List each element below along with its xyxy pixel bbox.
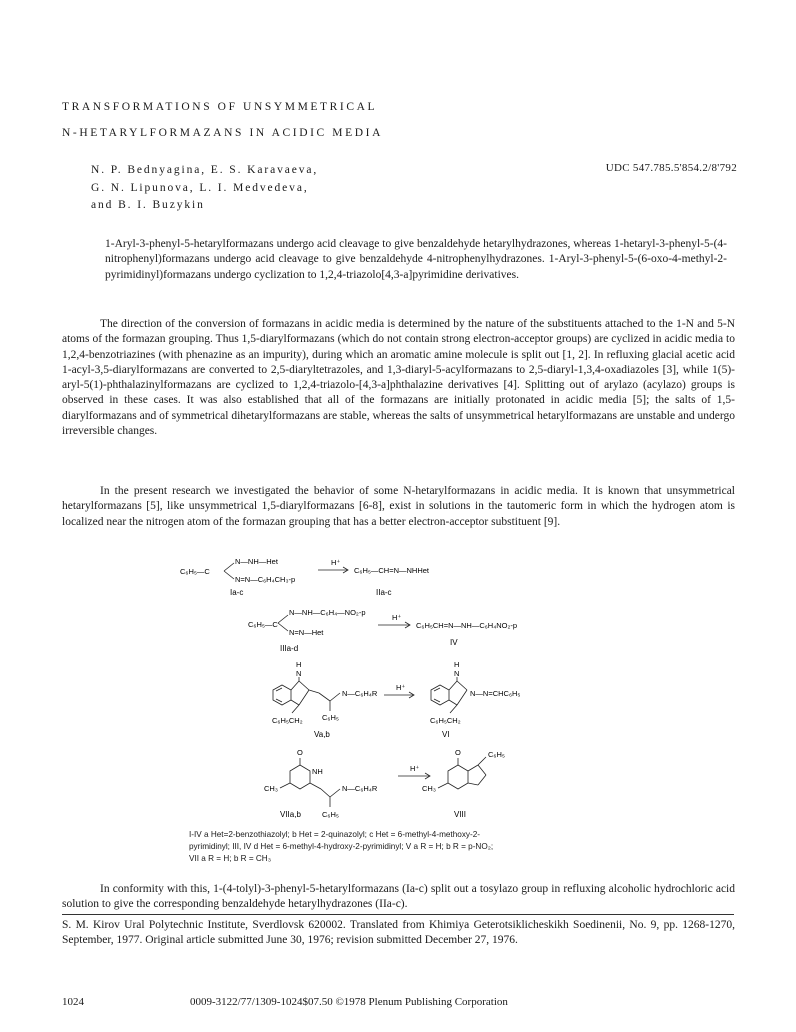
copyright-line: 0009-3122/77/1309-1024$07.50 ©1978 Plenum Publishing Corporation bbox=[190, 996, 508, 1008]
r4-phenyl-left: C₆H₅ bbox=[322, 810, 339, 819]
compound-label-IV: IV bbox=[450, 638, 458, 647]
r2-left-bottom: N=N—Het bbox=[289, 628, 324, 637]
r2-arrow-label: H⁺ bbox=[392, 613, 402, 622]
body-paragraph-3: In conformity with this, 1-(4-tolyl)-3-phenyl-5-hetarylformazans (Ia-c) split out a tosylazo group in refluxing alcoholic hydrochloric acid solution to give the corresponding benzaldehyde hetarylhydrazones (IIa-c). bbox=[62, 883, 735, 911]
r3-n-left: N bbox=[296, 669, 302, 678]
compound-label-IIIa-d: IIIa-d bbox=[280, 644, 299, 653]
r3-h-right: H bbox=[454, 660, 460, 669]
r2-left-carbon: C₆H₅—C bbox=[248, 620, 278, 629]
r4-oxygen-right: O bbox=[455, 748, 461, 757]
compound-label-Va-b: Va,b bbox=[314, 730, 330, 739]
compound-label-IIa-c: IIa-c bbox=[376, 588, 392, 597]
paper-title-line-1: TRANSFORMATIONS OF UNSYMMETRICAL bbox=[62, 101, 378, 113]
body-paragraph-2 bbox=[62, 484, 735, 530]
body-paragraph-1 bbox=[62, 317, 735, 439]
affiliation-footnote: S. M. Kirov Ural Polytechnic Institute, Sverdlovsk 620002. Translated from Khimiya Geterotsiklicheskikh Soedinenii, No. 9, pp. 1268-1270, September, 1977. Original article submitted June 30, 1976; revision submitted December 27, 1976. bbox=[62, 919, 735, 947]
legend-line-3: VII a R = H; b R = CH₃ bbox=[189, 853, 272, 863]
footnote-divider bbox=[62, 914, 734, 915]
legend-line-1: I-IV a Het=2-benzothiazolyl; b Het = 2-quinazolyl; c Het = 6-methyl-4-methoxy-2- bbox=[189, 830, 481, 839]
compound-label-VIIa-b: VIIa,b bbox=[280, 810, 301, 819]
r4-left-substituent: N—C₆H₄R bbox=[342, 784, 378, 793]
compound-label-Ia-c: Ia-c bbox=[230, 588, 244, 597]
compound-label-VIII: VIII bbox=[454, 810, 467, 819]
r1-arrow-label: H⁺ bbox=[331, 558, 341, 567]
scheme-legend bbox=[189, 829, 629, 864]
author-line-2: G. N. Lipunova, L. I. Medvedeva, bbox=[91, 181, 309, 194]
r3-n-right: N bbox=[454, 669, 460, 678]
r3-arrow-label: H⁺ bbox=[396, 683, 406, 692]
r4-oxygen-left: O bbox=[297, 748, 303, 757]
r3-right-chain: N—N=CHC₆H₅ bbox=[470, 689, 521, 698]
author-line-1: N. P. Bednyagina, E. S. Karavaeva, bbox=[91, 164, 319, 176]
r3-benzyl-left: C₆H₅CH₂ bbox=[272, 716, 303, 725]
udc-code: UDC 547.785.5'854.2/8'792 bbox=[605, 162, 737, 174]
page-number: 1024 bbox=[62, 996, 84, 1008]
r1-left-top: N—NH—Het bbox=[235, 557, 278, 566]
r4-arrow-label: H⁺ bbox=[410, 764, 420, 773]
r3-left-substituent: N—C₆H₄R bbox=[342, 689, 378, 698]
r1-left-bottom: N=N—C₆H₄CH₃-p bbox=[235, 575, 296, 584]
r4-phenyl-right: C₆H₅ bbox=[488, 750, 505, 759]
r1-left-carbon: C₆H₅—C bbox=[180, 567, 210, 576]
r1-right-product: C₆H₅—CH=N—NHHet bbox=[354, 566, 430, 575]
author-line-3: and B. I. Buzykin bbox=[91, 199, 205, 211]
r2-right-product: C₆H₅CH=N—NH—C₆H₄NO₂-p bbox=[416, 621, 518, 630]
r3-h-left: H bbox=[296, 660, 302, 669]
paragraph-text: The direction of the conversion of formazans in acidic media is determined by the nature of the substituents attached to the 1-N and 5-N atoms of the formazan grouping. Thus 1,5-diarylformazans (which do not contain strong electron-acceptor groups) are cyclized in acidic media to 1,2,4-benzotriazines (with phenazine as an impurity), during which an aromatic amine molecule is split out [1, 2]. In refluxing glacial acetic acid 1-acyl-3,5-diarylformazans are converted to 2,5-diaryltetrazoles, and 1,3-diaryl-5-acylformazans to 2,5-diaryl-1,3,4-oxadiazoles [3], while 1(5)-aryl-5(1)-phthalazinylformazans are cyclized to 1,2,4-triazolo-[4,3-a]phthalazine derivatives [4]. Splitting out of arylazo (acylazo) groups is observed in these cases. It was also established that all of the formazans are initially protonated in acidic media [5]; the salts of 1,5-diarylformazans and of symmetrical dihetarylformazans are stable, whereas the salts of unsymmetrical hetarylformazans are unstable and undergo irreversible changes. bbox=[62, 318, 735, 438]
r3-phenyl-left: C₆H₅ bbox=[322, 713, 339, 722]
r4-nh-left: NH bbox=[312, 767, 323, 776]
paragraph-text: In the present research we investigated the behavior of some N-hetarylformazans in acidic media. It is known that unsymmetrical hetarylformazans [5], like unsymmetrical 1,5-diarylformazans [6-8], exist in solutions in the tautomeric form in which the hydrogen atom is localized near the nitrogen atom of the formazan grouping that has a better electron-acceptor substituent [9]. bbox=[62, 485, 735, 528]
r4-methyl-left: CH₃ bbox=[264, 784, 278, 793]
r4-methyl-right: CH₃ bbox=[422, 784, 436, 793]
paper-title-line-2: N-HETARYLFORMAZANS IN ACIDIC MEDIA bbox=[62, 127, 383, 139]
author-list bbox=[91, 162, 318, 215]
r2-left-top: N—NH—C₆H₄—NO₂-p bbox=[289, 608, 366, 617]
abstract: 1-Aryl-3-phenyl-5-hetarylformazans undergo acid cleavage to give benzaldehyde hetarylhydrazones, whereas 1-hetaryl-3-phenyl-5-(4-nitrophenyl)formazans undergo acid cleavage to give benzaldehyde 4-nitrophenylhydrazones. 1-Aryl-3-phenyl-5-(6-oxo-4-methyl-2-pyrimidinyl)formazans undergo cyclization to 1,2,4-triazolo[4,3-a]pyrimidine derivatives. bbox=[105, 238, 727, 281]
r3-benzyl-right: C₆H₅CH₂ bbox=[430, 716, 461, 725]
reaction-scheme bbox=[180, 553, 660, 825]
compound-label-VI: VI bbox=[442, 730, 450, 739]
legend-line-2: pyrimidinyl; III, IV d Het = 6-methyl-4-hydroxy-2-pyrimidinyl; V a R = H; b R = p-NO₂; bbox=[189, 841, 494, 851]
